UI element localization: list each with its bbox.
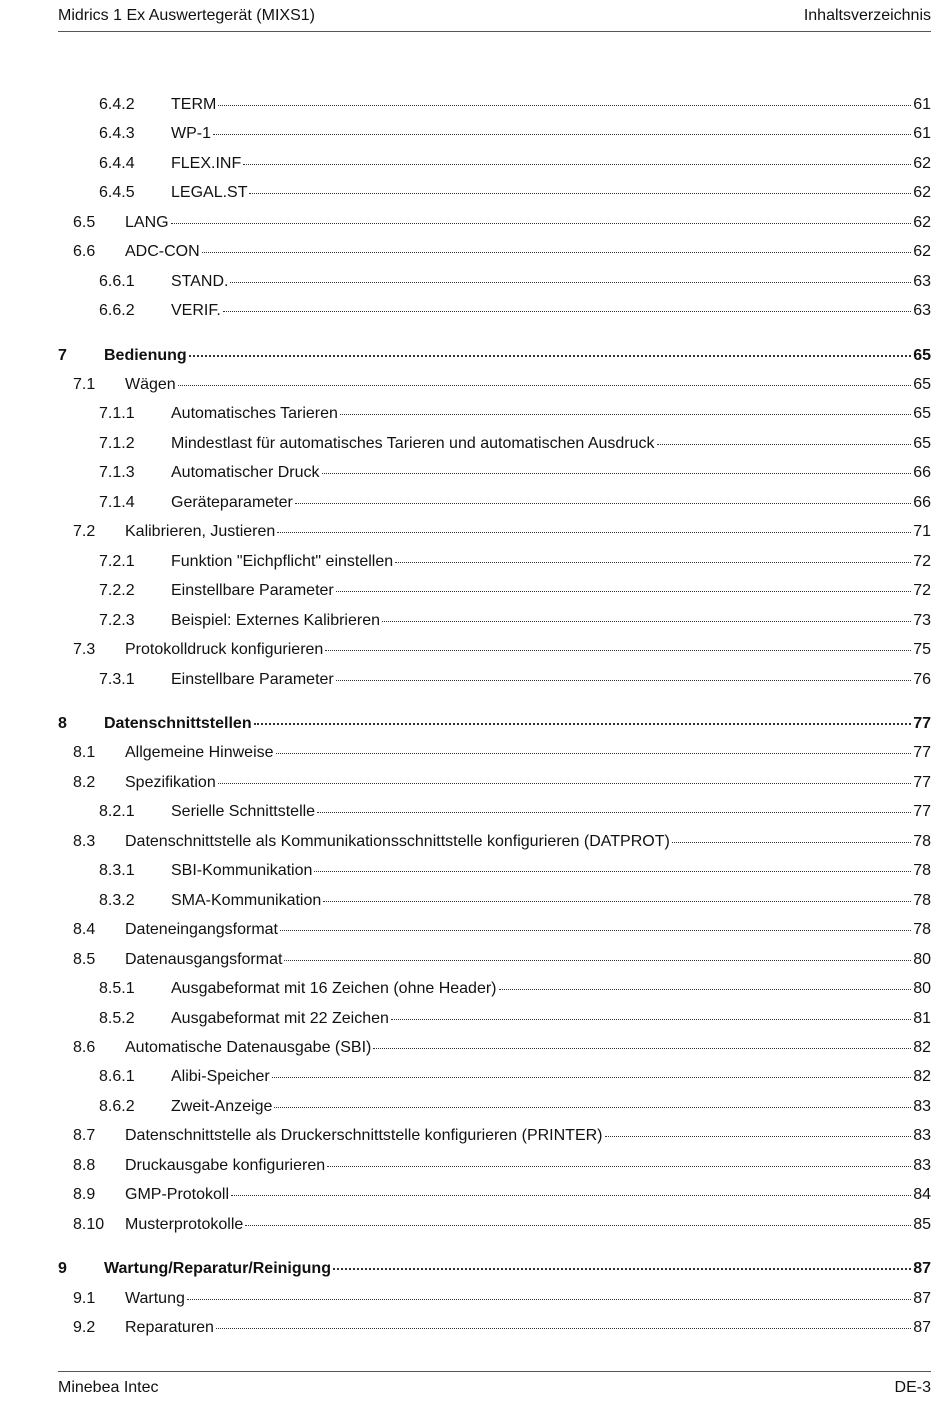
toc-entry-number: 7.1.4 <box>99 494 135 511</box>
toc-dot-leader <box>216 1328 911 1329</box>
toc-entry-title: Einstellbare Parameter <box>171 671 334 688</box>
toc-dot-leader <box>231 1195 911 1196</box>
toc-dot-leader <box>280 930 911 931</box>
toc-entry-number: 8.6.1 <box>99 1068 135 1085</box>
toc-dot-leader <box>284 960 911 961</box>
toc-dot-leader <box>187 1299 911 1300</box>
toc-entry-page: 76 <box>913 671 931 688</box>
toc-entry-title: Geräteparameter <box>171 494 293 511</box>
toc-entry-page: 77 <box>913 744 931 761</box>
toc-entry-number: 8.5 <box>73 951 96 968</box>
toc-dot-leader <box>373 1048 911 1049</box>
toc-entry[interactable] <box>73 1210 931 1239</box>
toc-entry[interactable] <box>99 149 931 178</box>
toc-entry-title: Musterprotokolle <box>125 1216 244 1233</box>
publisher-name: Minebea Intec <box>58 1379 159 1396</box>
toc-entry-number: 8.4 <box>73 921 96 938</box>
toc-entry-number: 8.9 <box>73 1186 96 1203</box>
toc-entry-title: Wartung <box>125 1290 185 1307</box>
toc-dot-leader <box>276 753 912 754</box>
toc-entry-page: 81 <box>913 1010 931 1027</box>
page-footer <box>58 1371 931 1401</box>
toc-entry-title: Datenschnittstelle als Kommunikationsschnittstelle konfigurieren (DATPROT) <box>125 833 670 850</box>
toc-entry-page: 62 <box>913 184 931 201</box>
toc-dot-leader <box>274 1107 911 1108</box>
toc-dot-leader <box>336 591 911 592</box>
toc-entry-number: 6.6.2 <box>99 302 135 319</box>
toc-entry-page: 62 <box>913 155 931 172</box>
toc-entry-title: Serielle Schnittstelle <box>171 803 316 820</box>
toc-entry[interactable] <box>73 1284 931 1313</box>
toc-entry-title: Dateneingangsformat <box>125 921 278 938</box>
toc-dot-leader <box>336 680 911 681</box>
toc-dot-leader <box>395 562 911 563</box>
toc-entry-page: 78 <box>913 862 931 879</box>
toc-entry-number: 6.4.2 <box>99 96 135 113</box>
toc-entry-title: Kalibrieren, Justieren <box>125 523 276 540</box>
toc-entry-title: Alibi-Speicher <box>171 1068 270 1085</box>
toc-entry-number: 9.1 <box>73 1290 96 1307</box>
toc-entry-number: 8.2 <box>73 774 96 791</box>
toc-entry-title: Automatisches Tarieren <box>171 405 338 422</box>
toc-entry-page: 61 <box>913 125 931 142</box>
toc-entry-number: 8.1 <box>73 744 96 761</box>
toc-dot-leader <box>218 105 911 106</box>
toc-entry[interactable] <box>99 429 931 458</box>
toc-entry-page: 83 <box>913 1098 931 1115</box>
toc-dot-leader <box>314 871 911 872</box>
toc-entry-page: 71 <box>913 523 931 540</box>
toc-entry-number: 7.1 <box>73 376 96 393</box>
toc-entry-title: SBI-Kommunikation <box>171 862 313 879</box>
toc-entry-page: 72 <box>913 582 931 599</box>
toc-entry-page: 72 <box>913 553 931 570</box>
toc-entry-title: LEGAL.ST <box>171 184 248 201</box>
toc-entry-number: 8.6 <box>73 1039 96 1056</box>
toc-entry-page: 66 <box>913 464 931 481</box>
toc-entry[interactable] <box>73 827 931 856</box>
toc-entry-title: Automatische Datenausgabe (SBI) <box>125 1039 372 1056</box>
toc-entry-page: 66 <box>913 494 931 511</box>
toc-entry[interactable] <box>73 915 931 944</box>
toc-entry-number: 7.1.2 <box>99 435 135 452</box>
toc-entry[interactable] <box>99 296 931 325</box>
toc-entry[interactable] <box>99 267 931 296</box>
toc-entry[interactable] <box>99 886 931 915</box>
toc-dot-leader <box>277 532 911 533</box>
toc-entry[interactable] <box>73 1180 931 1209</box>
toc-entry-number: 7.2.1 <box>99 553 135 570</box>
toc-entry[interactable] <box>73 1121 931 1150</box>
toc-entry-number: 7.1.3 <box>99 464 135 481</box>
toc-entry-page: 80 <box>913 980 931 997</box>
toc-entry-page: 77 <box>913 715 931 732</box>
toc-entry[interactable] <box>99 665 931 694</box>
toc-entry[interactable] <box>73 738 931 767</box>
toc-dot-leader <box>391 1019 911 1020</box>
toc-entry-title: Mindestlast für automatisches Tarieren und automatischen Ausdruck <box>171 435 655 452</box>
section-title: Inhaltsverzeichnis <box>803 7 931 24</box>
toc-entry[interactable] <box>99 119 931 148</box>
toc-entry[interactable] <box>73 208 931 237</box>
document-title: Midrics 1 Ex Auswertegerät (MIXS1) <box>58 7 315 24</box>
toc-entry-number: 8.3.2 <box>99 892 135 909</box>
toc-dot-leader <box>243 164 911 165</box>
toc-entry[interactable] <box>99 178 931 207</box>
toc-entry-page: 61 <box>913 96 931 113</box>
toc-entry[interactable] <box>73 1313 931 1342</box>
toc-entry-page: 83 <box>913 1157 931 1174</box>
toc-entry-title: Datenschnittstellen <box>104 715 252 732</box>
toc-entry-page: 63 <box>913 302 931 319</box>
toc-dot-leader <box>499 989 912 990</box>
toc-chapter-entry[interactable] <box>58 1254 931 1283</box>
toc-entry-page: 65 <box>913 405 931 422</box>
toc-dot-leader <box>325 650 911 651</box>
toc-dot-leader <box>333 1268 911 1270</box>
toc-dot-leader <box>245 1225 911 1226</box>
toc-entry-page: 77 <box>913 774 931 791</box>
toc-dot-leader <box>254 723 912 725</box>
toc-entry-number: 8 <box>58 715 67 732</box>
toc-dot-leader <box>272 1077 911 1078</box>
toc-entry-number: 7 <box>58 347 67 364</box>
toc-entry-number: 8.3 <box>73 833 96 850</box>
toc-entry-page: 87 <box>913 1319 931 1336</box>
toc-entry-title: Automatischer Druck <box>171 464 320 481</box>
toc-entry-number: 7.1.1 <box>99 405 135 422</box>
toc-entry-title: Ausgabeformat mit 16 Zeichen (ohne Header) <box>171 980 497 997</box>
toc-entry-number: 6.4.4 <box>99 155 135 172</box>
toc-entry[interactable] <box>73 237 931 266</box>
page-header <box>58 4 931 32</box>
toc-entry-title: Beispiel: Externes Kalibrieren <box>171 612 380 629</box>
toc-entry-title: FLEX.INF <box>171 155 242 172</box>
toc-entry[interactable] <box>73 370 931 399</box>
toc-entry-title: Funktion "Eichpflicht" einstellen <box>171 553 394 570</box>
toc-entry-title: LANG <box>125 214 169 231</box>
toc-entry-page: 83 <box>913 1127 931 1144</box>
toc-entry-number: 6.5 <box>73 214 96 231</box>
toc-entry[interactable] <box>99 1062 931 1091</box>
toc-entry[interactable] <box>99 576 931 605</box>
toc-entry-number: 8.6.2 <box>99 1098 135 1115</box>
toc-entry[interactable] <box>73 517 931 546</box>
toc-chapter-entry[interactable] <box>58 709 931 738</box>
toc-entry-title: Spezifikation <box>125 774 216 791</box>
toc-dot-leader <box>340 414 911 415</box>
toc-entry[interactable] <box>73 1151 931 1180</box>
toc-dot-leader <box>218 783 911 784</box>
toc-dot-leader <box>230 282 911 283</box>
toc-entry[interactable] <box>73 945 931 974</box>
toc-entry[interactable] <box>99 856 931 885</box>
toc-entry[interactable] <box>99 547 931 576</box>
toc-entry-number: 8.3.1 <box>99 862 135 879</box>
toc-dot-leader <box>382 621 911 622</box>
toc-entry-number: 7.2.3 <box>99 612 135 629</box>
toc-dot-leader <box>249 193 911 194</box>
toc-entry-title: SMA-Kommunikation <box>171 892 322 909</box>
toc-entry[interactable] <box>99 974 931 1003</box>
toc-entry[interactable] <box>99 488 931 517</box>
toc-entry-number: 6.6 <box>73 243 96 260</box>
toc-entry-number: 7.3 <box>73 641 96 658</box>
toc-entry[interactable] <box>99 90 931 119</box>
toc-entry-page: 80 <box>913 951 931 968</box>
toc-entry-page: 65 <box>913 435 931 452</box>
toc-entry[interactable] <box>99 399 931 428</box>
toc-entry-page: 78 <box>913 892 931 909</box>
toc-entry-title: Einstellbare Parameter <box>171 582 334 599</box>
toc-entry-page: 87 <box>913 1260 931 1277</box>
toc-entry-page: 78 <box>913 921 931 938</box>
toc-entry-page: 75 <box>913 641 931 658</box>
toc-entry-title: Allgemeine Hinweise <box>125 744 274 761</box>
toc-entry-number: 8.5.1 <box>99 980 135 997</box>
toc-dot-leader <box>213 134 911 135</box>
toc-entry-page: 85 <box>913 1216 931 1233</box>
toc-entry-page: 78 <box>913 833 931 850</box>
toc-entry-number: 7.2.2 <box>99 582 135 599</box>
toc-entry-number: 8.5.2 <box>99 1010 135 1027</box>
toc-entry-page: 73 <box>913 612 931 629</box>
toc-entry-page: 82 <box>913 1068 931 1085</box>
toc-entry-number: 6.4.5 <box>99 184 135 201</box>
toc-entry[interactable] <box>73 635 931 664</box>
toc-entry-number: 8.8 <box>73 1157 96 1174</box>
toc-entry-page: 65 <box>913 376 931 393</box>
toc-entry-page: 65 <box>913 347 931 364</box>
toc-dot-leader <box>322 473 912 474</box>
toc-dot-leader <box>327 1166 911 1167</box>
toc-entry-title: Protokolldruck konfigurieren <box>125 641 324 658</box>
toc-dot-leader <box>223 311 911 312</box>
toc-entry-title: Datenschnittstelle als Druckerschnittstelle konfigurieren (PRINTER) <box>125 1127 603 1144</box>
toc-entry-title: TERM <box>171 96 217 113</box>
toc-dot-leader <box>178 385 912 386</box>
toc-entry-title: Reparaturen <box>125 1319 214 1336</box>
toc-entry-title: STAND. <box>171 273 229 290</box>
toc-dot-leader <box>317 812 911 813</box>
toc-entry[interactable] <box>99 1092 931 1121</box>
toc-dot-leader <box>202 252 912 253</box>
toc-entry[interactable] <box>99 797 931 826</box>
toc-dot-leader <box>657 444 912 445</box>
toc-entry-title: GMP-Protokoll <box>125 1186 230 1203</box>
toc-entry-number: 8.7 <box>73 1127 96 1144</box>
toc-entry-number: 9 <box>58 1260 67 1277</box>
toc-entry-page: 63 <box>913 273 931 290</box>
toc-dot-leader <box>672 842 911 843</box>
toc-chapter-entry[interactable] <box>58 341 931 370</box>
toc-entry-page: 84 <box>913 1186 931 1203</box>
toc-entry-title: Wartung/Reparatur/Reinigung <box>104 1260 331 1277</box>
toc-entry-number: 6.4.3 <box>99 125 135 142</box>
toc-dot-leader <box>295 503 911 504</box>
toc-dot-leader <box>171 223 912 224</box>
page-number: DE-3 <box>894 1379 931 1396</box>
toc-entry[interactable] <box>99 1004 931 1033</box>
toc-entry-title: VERIF. <box>171 302 221 319</box>
toc-entry-page: 62 <box>913 243 931 260</box>
toc-dot-leader <box>605 1136 912 1137</box>
toc-entry[interactable] <box>99 458 931 487</box>
toc-entry[interactable] <box>99 606 931 635</box>
toc-entry[interactable] <box>73 1033 931 1062</box>
toc-dot-leader <box>189 355 912 357</box>
toc-entry-title: Zweit-Anzeige <box>171 1098 273 1115</box>
toc-dot-leader <box>323 901 911 902</box>
toc-entry-number: 8.10 <box>73 1216 105 1233</box>
toc-entry[interactable] <box>73 768 931 797</box>
toc-entry-title: Wägen <box>125 376 176 393</box>
toc-entry-page: 77 <box>913 803 931 820</box>
toc-entry-number: 7.2 <box>73 523 96 540</box>
toc-entry-title: Druckausgabe konfigurieren <box>125 1157 326 1174</box>
toc-entry-page: 87 <box>913 1290 931 1307</box>
toc-entry-number: 6.6.1 <box>99 273 135 290</box>
toc-entry-title: ADC-CON <box>125 243 200 260</box>
toc-entry-number: 7.3.1 <box>99 671 135 688</box>
toc-entry-title: Bedienung <box>104 347 187 364</box>
toc-entry-page: 82 <box>913 1039 931 1056</box>
toc-entry-page: 62 <box>913 214 931 231</box>
toc-entry-title: Ausgabeformat mit 22 Zeichen <box>171 1010 389 1027</box>
toc-entry-number: 8.2.1 <box>99 803 135 820</box>
toc-entry-title: Datenausgangsformat <box>125 951 283 968</box>
toc-entry-number: 9.2 <box>73 1319 96 1336</box>
toc-entry-title: WP-1 <box>171 125 211 142</box>
